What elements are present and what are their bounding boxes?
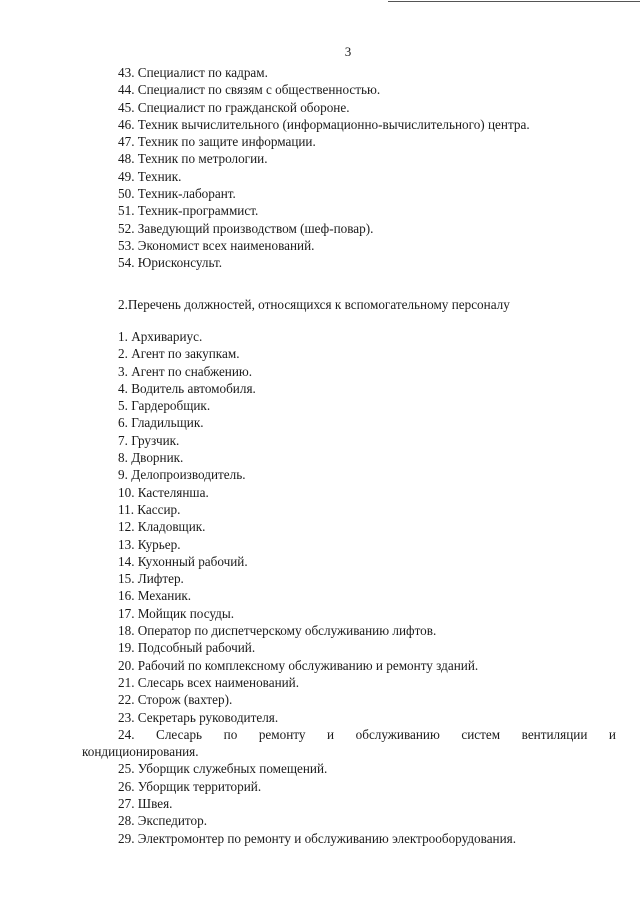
list-item: 13. Курьер. [118,536,181,552]
list-item: 7. Грузчик. [118,432,180,448]
list-item: 22. Сторож (вахтер). [118,692,233,708]
list-item: 43. Специалист по кадрам. [118,65,268,80]
list-item: 12. Кладовщик. [118,519,206,535]
list-item: 26. Уборщик территорий. [118,778,262,794]
list-item: 50. Техник-лаборант. [118,186,236,202]
section-heading: 2.Перечень должностей, относящихся к вспомогательному персоналу [118,297,510,312]
list-item-wrapped [0,726,640,761]
list-item: 1. Архивариус. [118,329,203,344]
list-item: 44. Специалист по связям с общественностью. [118,82,381,98]
top-rule [388,1,640,2]
list-item: 19. Подсобный рабочий. [118,640,256,656]
list-item: 11. Кассир. [118,501,181,517]
list-item: 20. Рабочий по комплексному обслуживанию и ремонту зданий. [118,657,479,673]
list-item: 16. Механик. [118,588,192,604]
list-item: 8. Дворник. [118,450,184,466]
list-item: 5. Гардеробщик. [118,398,211,414]
list-item: 17. Мойщик посуды. [118,605,235,621]
list-item: 2. Агент по закупкам. [118,346,240,362]
list-item: 29. Электромонтер по ремонту и обслуживанию электрооборудования. [118,830,517,846]
list-item: 23. Секретарь руководителя. [118,709,279,725]
list-item: 47. Техник по защите информации. [118,134,316,150]
list-item: 46. Техник вычислительного (информационно-вычислительного) центра. [118,116,530,132]
list-item-line-1: 24. Слесарь по ремонту и обслуживанию систем вентиляции и [118,726,616,742]
list-item: 9. Делопроизводитель. [118,467,246,483]
list-item: 18. Оператор по диспетчерскому обслуживанию лифтов. [118,623,437,639]
position-list-part-2 [0,328,640,847]
list-item: 51. Техник-программист. [118,203,259,219]
list-item: 53. Экономист всех наименований. [118,237,315,253]
list-item: 52. Заведующий производством (шеф-повар). [118,220,374,236]
list-item: 6. Гладильщик. [118,415,204,431]
list-item: 21. Слесарь всех наименований. [118,674,300,690]
list-item: 45. Специалист по гражданской обороне. [118,99,350,115]
position-list-part-1 [0,64,640,272]
list-item: 54. Юрисконсульт. [118,255,223,271]
list-item: 3. Агент по снабжению. [118,363,253,379]
list-item: 14. Кухонный рабочий. [118,553,248,569]
list-item: 28. Экспедитор. [118,813,207,829]
list-item: 15. Лифтер. [118,571,184,587]
list-item: 48. Техник по метрологии. [118,151,268,167]
page-number: 3 [344,44,352,59]
list-item: 10. Кастелянша. [118,484,209,500]
list-item: 27. Швея. [118,796,173,812]
list-item-line-2: кондиционирования. [82,744,199,760]
list-item: 25. Уборщик служебных помещений. [118,761,328,777]
list-item: 4. Водитель автомобиля. [118,380,256,396]
list-item: 49. Техник. [118,168,182,184]
